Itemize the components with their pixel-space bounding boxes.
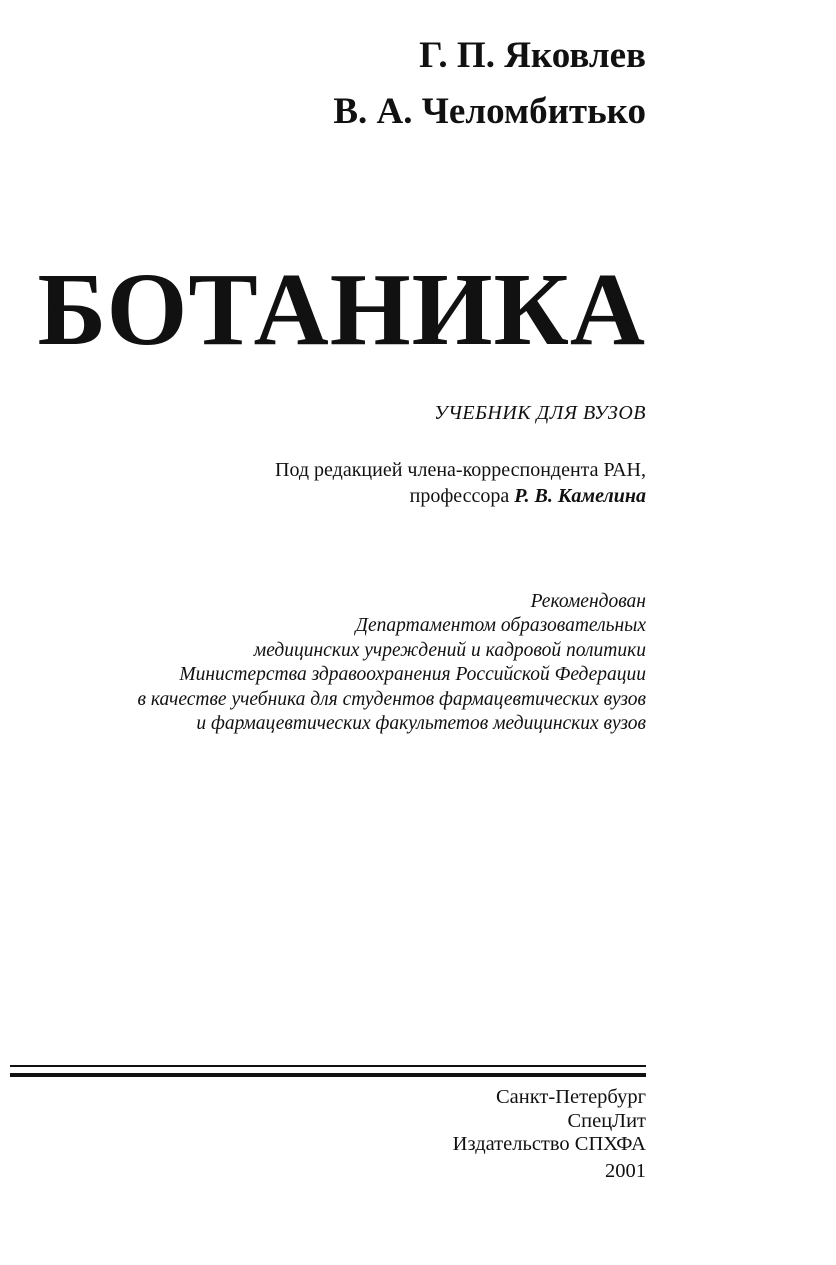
imprint-year: 2001: [605, 1159, 646, 1182]
editor-line-2: [275, 483, 646, 509]
recommendation-line: в качестве учебника для студентов фармацевтических вузов: [137, 688, 646, 710]
authors-block: [333, 28, 646, 140]
divider-thick: [10, 1073, 646, 1077]
recommendation-block: [138, 590, 646, 736]
recommendation-line: медицинских учреждений и кадровой политики: [253, 639, 646, 661]
recommendation-line: Департаментом образовательных: [355, 615, 646, 637]
book-subtitle: УЧЕБНИК ДЛЯ ВУЗОВ: [434, 402, 646, 424]
editor-title: профессора: [409, 485, 510, 507]
author-yakovlev: Г. П. Яковлев: [419, 35, 646, 76]
recommendation-line: и фармацевтических факультетов медицинских вузов: [196, 713, 646, 735]
imprint-city: Санкт-Петербург: [496, 1086, 646, 1108]
recommendation-line: Министерства здравоохранения Российской Федерации: [179, 664, 646, 686]
editor-name: Р. В. Камелина: [514, 485, 646, 507]
editor-block: [275, 457, 646, 509]
imprint-block: [453, 1086, 646, 1183]
author-chelombitko: В. А. Челомбитько: [333, 91, 646, 132]
recommendation-line: Рекомендован: [530, 591, 646, 612]
divider-thin: [10, 1065, 646, 1067]
book-title: БОТАНИКА: [37, 252, 646, 367]
imprint-publisher-2: Издательство СПХФА: [452, 1133, 646, 1156]
editor-line-1: Под редакцией члена-корреспондента РАН,: [275, 459, 646, 481]
imprint-publisher: СпецЛит: [567, 1109, 646, 1132]
